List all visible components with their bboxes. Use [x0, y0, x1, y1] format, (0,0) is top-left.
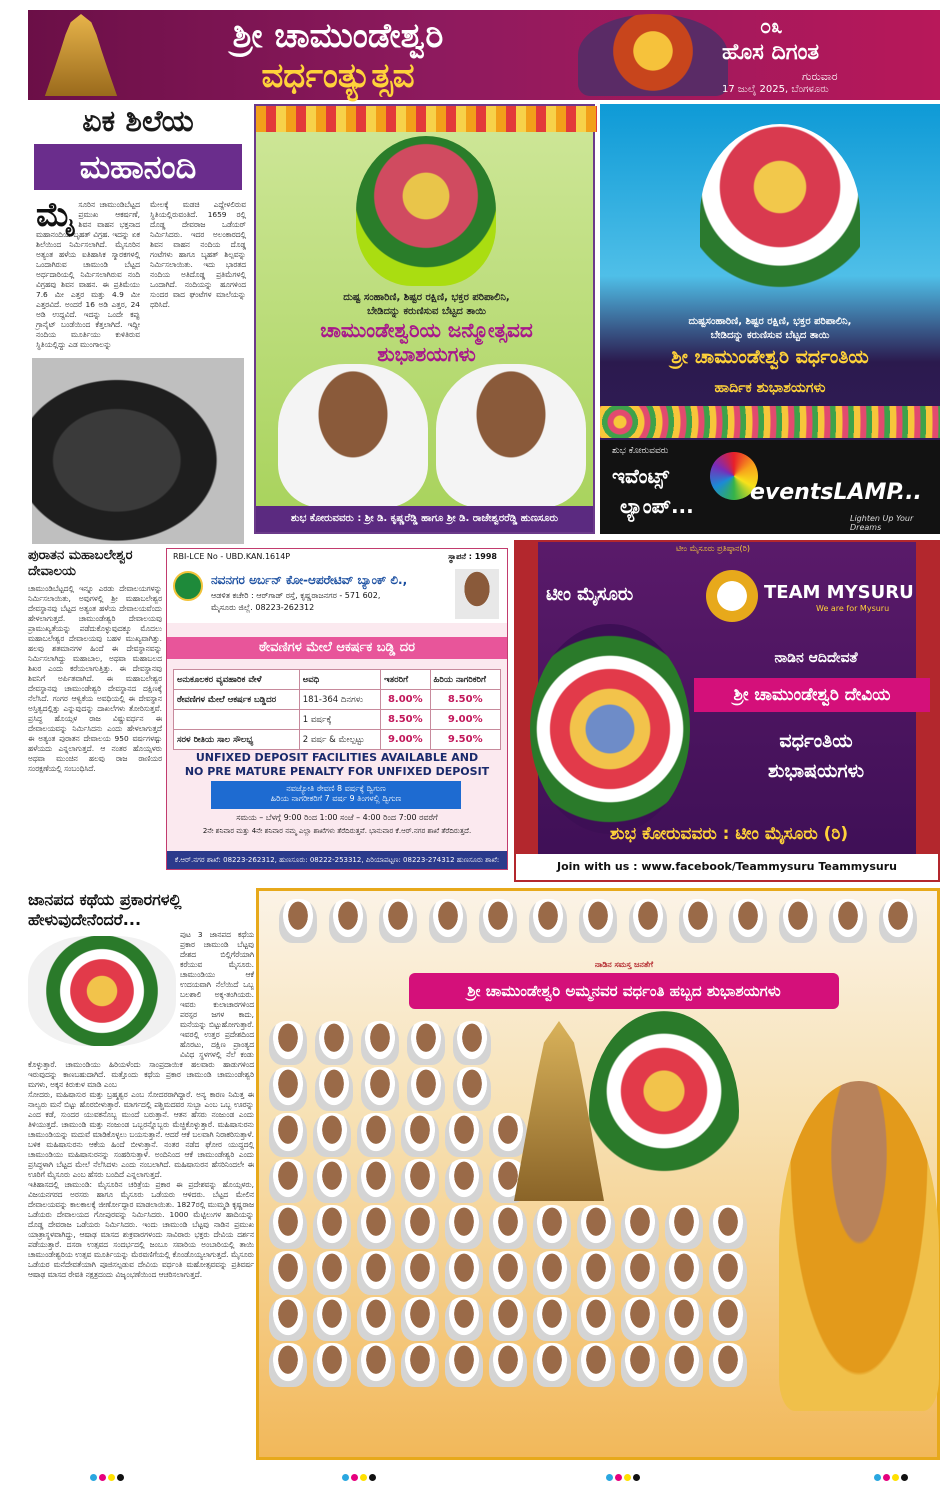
leader-photo [729, 899, 767, 943]
interest-rate-table [173, 669, 501, 750]
leader-photo [313, 1205, 351, 1249]
table-row [174, 730, 501, 750]
team-mysuru-ad [514, 540, 940, 882]
leader-photo [533, 1251, 571, 1295]
leader-photo [357, 1297, 395, 1341]
tm-line2: ಶ್ರೀ ಚಾಮುಂಡೇಶ್ವರಿ ದೇವಿಯ [694, 678, 930, 712]
leader-photo [665, 1251, 703, 1295]
table-cell: 9.00% [381, 730, 430, 750]
leader-photo [579, 899, 617, 943]
table-cell: 8.50% [381, 710, 430, 730]
unfixed-deposit-note-2: NO PRE MATURE PENALTY FOR UNFIXED DEPOSIT [184, 765, 490, 778]
table-header-row [174, 670, 501, 690]
leader-photo [445, 1251, 483, 1295]
article-body-3: ಇತಿಹಾಸದಲ್ಲಿ ಚಾಮುಂಡಿ: ಮೈಸೂರಿನ ಚರಿತ್ರೆಯ ಪ್ರಕಾರ ಈ ಪ್ರದೇಶವನ್ನು ಹೊಯ್ಸಳರು, ವಿಜಯನಗರದ ಅರಸರು ಹಾಗೂ ಮೈಸೂರು ಒಡೆಯರು ಆಳಿದರು. ಬೆಟ್ಟದ ಮೇಲಿನ ದೇವಾಲಯವನ್ನು ಕಾಲಕಾಲಕ್ಕೆ ಜೀರ್ಣೋದ್ಧಾರ ಮಾಡಲಾಯಿತು. 1827ರಲ್ಲಿ ಮುಮ್ಮಡಿ ಕೃಷ್ಣರಾಜ ಒಡೆಯರು ದೇವಾಲಯದ ಗೋಪುರವನ್ನು ನಿರ್ಮಿಸಿದರು. 1000 ಮೆಟ್ಟಿಲುಗಳ ಹಾದಿಯನ್ನು ದೊಡ್ಡ ದೇವರಾಜ ಒಡೆಯರು ನಿರ್ಮಿಸಿದರು. ಇಂದು ಚಾಮುಂಡಿ ಬೆಟ್ಟವು ನಾಡಿನ ಪ್ರಮುಖ ಯಾತ್ರಾಸ್ಥಳವಾಗಿದ್ದು, ಆಷಾಢ ಮಾಸದ ಶುಕ್ರವಾರಗಳಂದು ಸಾವಿರಾರು ಭಕ್ತರು ದೇವಿಯ ದರ್ಶನ ಪಡೆಯುತ್ತಾರೆ. ದಸರಾ ಉತ್ಸವದ ಸಂದರ್ಭದಲ್ಲಿ ಜಂಬೂ ಸವಾರಿಯ ಅಂಬಾರಿಯಲ್ಲಿ ತಾಯಿ ಚಾಮುಂಡೇಶ್ವರಿಯ ಉತ್ಸವ ಮೂರ್ತಿಯನ್ನು ಮೆರವಣಿಗೆಯಲ್ಲಿ ಕೊಂಡೊಯ್ಯಲಾಗುತ್ತದೆ. ಮೈಸೂರು ಒಡೆಯರ ಮನೆದೇವತೆಯಾಗಿ ಪೂಜಿಸಲ್ಪಡುವ ದೇವಿಯ ವರ್ಧಂತಿ ಮಹೋತ್ಸವವನ್ನು ಪ್ರತಿವರ್ಷ ಆಷಾಢ ಮಾಸದ ರೇವತಿ ನಕ್ಷತ್ರದಂದು ವಿಜೃಂಭಣೆಯಿಂದ ಆಚರಿಸಲಾಗುತ್ತದೆ. [28, 1180, 254, 1279]
chairman-photo [455, 569, 499, 619]
leader-photo [357, 1343, 395, 1387]
leader-photo [779, 899, 817, 943]
page-header [28, 10, 940, 100]
ad2-line3: ಶ್ರೀ ಚಾಮುಂಡೇಶ್ವರಿ ವರ್ಧಂತಿಯ [671, 346, 869, 368]
deity-image [356, 136, 496, 286]
table-cell [174, 710, 300, 730]
leader-photo [489, 1343, 527, 1387]
leader-photo [269, 1113, 307, 1157]
article-text-1: ಸೂರಿನ ಚಾಮುಂಡಿಬೆಟ್ಟದ ಪ್ರಮುಖ ಆಕರ್ಷಣೆ, ಶಿವನ ವಾಹನ ಭಕ್ತನಾದ ಮಹಾನಂದಿಯ ಬೃಹತ್ ವಿಗ್ರಹ. ಇದನ್ನು ಏಕ ಶಿಲೆಯಿಂದ ನಿರ್ಮಿಸಲಾಗಿದೆ. ಮೈಸೂರಿನ ಅತ್ಯಂತ ಹಳೆಯ ಐತಿಹಾಸಿಕ ಸ್ಮಾರಕಗಳಲ್ಲಿ ಒಂದಾಗಿರುವ ಚಾಮುಂಡಿ ಬೆಟ್ಟದ ಅರ್ಧದಾರಿಯಲ್ಲಿ ನಿರ್ಮಿಸಲಾಗಿರುವ ನಂದಿ ವಿಗ್ರಹವು ಶಿವನ ವಾಹನ. ಈ ಪ್ರತಿಮೆಯು 7.6 ಮೀ ಎತ್ತರ ಮತ್ತು 4.9 ಮೀ ಎತ್ತರವಿದೆ. ಅಂದರೆ 16 ಅಡಿ ಎತ್ತರ, 24 ಅಡಿ ಉದ್ದವಿದೆ. ಇದನ್ನು ಒಂದೇ ಕಪ್ಪು ಗ್ರಾನೈಟ್ ಬಂಡೆಯಿಂದ ಕೆತ್ತಲಾಗಿದೆ. ಇದ್ದೀ ನಂದಿಯ ಮೂರ್ತಿಯು ಕುಳಿತಿರುವ ಸ್ಥಿತಿಯಲ್ಲಿದ್ದು ಎಡ ಮುಂಗಾಲನ್ನು [36, 200, 140, 349]
bank-address-2: ಮೈಸೂರು ಜಿಲ್ಲೆ. 08223-262312 [211, 603, 315, 612]
deity-photo [28, 936, 176, 1046]
leader-photo [665, 1205, 703, 1249]
table-cell: 181-364 ದಿನಗಳು [299, 690, 380, 710]
article-body-2: ಸೋದರು, ಮಹಿಷಾಸುರ ಮತ್ತು ಬ್ರಹ್ಮಶ್ವರ ಎಂಬ ಸೋದರರಾಗಿದ್ದಾರೆ. ಅನ್ಯ ಕಾರಣ ನಿಮಿತ್ತ ಈ ನಾಲ್ವರು ಮನೆ ಬಿಟ್ಟು ಹೊರಬೀಳುತ್ತಾರೆ. ಮಾರ್ಗದಲ್ಲಿ ಪಶ್ಚಿಮದವರ ಸುಬ್ಬಾ ಎಂಬ ಒಬ್ಬ ಊರನ್ನು ಎಂದ ಕಡೆ, ಸುಂದರ ಯುವಕನೊಬ್ಬ ಮುಂದೆ ಬರುತ್ತಾನೆ. ಆತನ ಹೆಸರು ನಂಜುಂಡ ಎಂದು ತಿಳಿಯುತ್ತದೆ. ಚಾಮುಂಡಿ ಮತ್ತು ನಂಜುಂಡ ಒಬ್ಬರನ್ನೊಬ್ಬರು ಮೆಚ್ಚಿಕೊಳ್ಳುತ್ತಾರೆ. ಮಹಿಷಾಸುರನು ಚಾಮುಂಡಿಯನ್ನು ಮದುವೆ ಮಾಡಿಕೊಳ್ಳಲು ಬಯಸುತ್ತಾನೆ. ಆದರೆ ಆಕೆ ಬಲವಾಗಿ ನಿರಾಕರಿಸುತ್ತಾಳೆ. ಬಳಿಕ ಮಹಿಷಾಸುರನು ಆಕೆಯ ಹಿಂದೆ ಬೀಳುತ್ತಾನೆ. ನಂತರ ನಡೆದ ಘೋರ ಯುದ್ಧದಲ್ಲಿ ಚಾಮುಂಡಿಯು ಮಹಿಷಾಸುರನನ್ನು ಸಂಹರಿಸುತ್ತಾಳೆ. ಅಂದಿನಿಂದ ಆಕೆ ಚಾಮುಂಡೇಶ್ವರಿ ಎಂದು ಪ್ರಸಿದ್ಧಳಾಗಿ ಬೆಟ್ಟದ ಮೇಲೆ ನೆಲೆಸಿದಳು ಎಂದು ನಂಬಲಾಗಿದೆ. ಮಹಿಷಾಸುರನ ಹೆಸರಿನಿಂದಲೇ ಈ ಊರಿಗೆ ಮೈಸೂರು ಎಂಬ ಹೆಸರು ಬಂದಿದೆ ಎನ್ನಲಾಗುತ್ತದೆ. [28, 1090, 254, 1179]
issue-day: ಗುರುವಾರ [802, 70, 838, 83]
leader-photo [489, 1113, 527, 1157]
ad1-line3: ಚಾಮುಂಡೇಶ್ವರಿಯ ಜನ್ಮೋತ್ಸವದ [320, 318, 533, 342]
deity-image [530, 624, 690, 834]
leader-photo [879, 899, 917, 943]
registration-marks [342, 1466, 378, 1474]
leader-photo [269, 1021, 307, 1065]
leader-photo [279, 899, 317, 943]
leader-photo [445, 1113, 483, 1157]
table-header-cell: ಅವಧಿ [299, 670, 380, 690]
wisher-name-line2: ಲ್ಯಾಂಪ್... [620, 494, 694, 518]
leader-photo [533, 1343, 571, 1387]
leader-photo [329, 899, 367, 943]
article-body-1: ಪುಟ 3 ಜಾನಪದ ಕಥೆಯ ಪ್ರಕಾರ ಚಾಮುಂಡಿ ಬೆಟ್ಟವು ದೇಶದ ಬಿಲ್ಲಿಗೆರೆಯಾಗಿ ಕರೆಯುವ ಮೈಸೂರು. ಚಾಮುಂಡಿಯು ಆಕೆ ಉದಯವಾಗಿ ನೆಲೆಯಿದೆ ಒಬ್ಬ ಬಲಶಾಲಿ ಅಕ್ಕ-ತಂಗಿಯರು. ಇವರು ಕುಲಾಚಾರಗಳಿಂದ ಪರಸ್ಪರ ಜಗಳ ಕಾದು, ಮನೆಯನ್ನು ಬಿಟ್ಟುಹೋಗುತ್ತಾರೆ. ಇವರಲ್ಲಿ ಉತ್ತರ ಪ್ರದೇಶದಿಂದ ಹೊರಟು, ದಕ್ಷಿಣ ಪ್ರಾಂತ್ಯದ ವಿವಿಧ ಸ್ಥಳಗಳಲ್ಲಿ ನೆಲೆ ಕಂಡು ಕೊಳ್ಳುತ್ತಾರೆ. ಚಾಮುಂಡಿಯು ಹಿರಿಯಳೆಂದು ಸಾಂಪ್ರದಾಯಿಕ ಹಲವಾರು ಹಾಡುಗಳಿಂದ ಇರುವುದನ್ನು ಕಾಣಬಹುದಾಗಿದೆ. ಮತ್ತೊಂದು ಕಥೆಯ ಪ್ರಕಾರ ಚಾಮುಂಡಿ ಚಾಮುಂಡೇಶ್ವರಿ ಮಗಳು, ಅಕ್ಕನ ಕಿರುಕುಳ ಮಾಡಿ ಎಂಬ [28, 930, 254, 1089]
header-title-line1: ಶ್ರೀ ಚಾಮುಂಡೇಶ್ವರಿ [232, 16, 444, 56]
leader-photo [577, 1205, 615, 1249]
table-cell: 9.50% [430, 730, 501, 750]
leader-photo [401, 1159, 439, 1203]
ad2-sponsor-band [600, 440, 940, 534]
leader-photo [313, 1251, 351, 1295]
leader-photo [407, 1021, 445, 1065]
leader-photo [379, 899, 417, 943]
leader-photo [489, 1251, 527, 1295]
leader-photo [269, 1067, 307, 1111]
leader-photo [445, 1159, 483, 1203]
leader-photo [829, 899, 867, 943]
leader-photo [445, 1297, 483, 1341]
person-photo [436, 364, 586, 508]
brand-tagline: Lighten Up Your Dreams [850, 514, 914, 532]
team-mysuru-brand: TEAM MYSURU [764, 582, 914, 603]
ad1-line2: ಬೇಡಿದನ್ನು ಕರುಣಿಸುವ ಬೆಟ್ಟದ ತಾಯಿ [367, 306, 486, 317]
table-cell: ಠೇವಣಿಗಳ ಮೇಲೆ ಆಕರ್ಷಕ ಬಡ್ಡಿದರ [174, 690, 300, 710]
article-title: ಜಾನಪದ ಕಥೆಯ ಪ್ರಕಾರಗಳಲ್ಲಿ ಹೇಳುವುದೇನೆಂದರೆ... [28, 890, 182, 929]
leader-photo [401, 1251, 439, 1295]
leader-photo [357, 1205, 395, 1249]
table-header-cell: ಹಿರಿಯ ನಾಗರಿಕರಿಗೆ [430, 670, 501, 690]
newspaper-logo: ಹೊಸ ದಿಗಂತ [722, 40, 820, 65]
navajyothi-line2: ಹಿರಿಯ ನಾಗರೀಕರಿಗೆ 7 ವರ್ಷ 9 ತಿಂಗಳಲ್ಲಿ ದ್ವಿಗುಣ [270, 794, 402, 803]
leader-photo [361, 1021, 399, 1065]
leader-photo [665, 1343, 703, 1387]
registration-marks [874, 1466, 910, 1474]
leader-photo [709, 1205, 747, 1249]
article-mahanandi [28, 104, 248, 544]
leader-photo [479, 899, 517, 943]
greeting-ad-eventslamp [600, 104, 940, 534]
leader-photo [621, 1251, 659, 1295]
leader-photo [453, 1021, 491, 1065]
ad2-line1: ದುಷ್ಟಸಂಹಾರಿಣಿ, ಶಿಷ್ಟರ ರಕ್ಷಿಣಿ, ಭಕ್ತರ ಪರಿಪಾಲಿನಿ, [688, 316, 852, 327]
leader-photo [313, 1159, 351, 1203]
team-mysuru-logo-icon [706, 570, 758, 622]
drop-cap: ಮೈ [36, 195, 76, 235]
issue-date: 17 ಜುಲೈ 2025, ಬೆಂಗಳೂರು [722, 84, 829, 95]
leader-photo [313, 1113, 351, 1157]
leader-photo [489, 1297, 527, 1341]
ad1-line4: ಶುಭಾಶಯಗಳು [377, 342, 476, 366]
article-body: ಚಾಮುಂಡಿಬೆಟ್ಟದಲ್ಲಿ ಇನ್ನೂ ಎರಡು ದೇವಾಲಯಗಳನ್ನು ನಿರ್ಮಿಸಲಾಯಿತು, ಅವುಗಳಲ್ಲಿ ಶ್ರೀ ಮಹಾಬಲೇಶ್ವರ ದೇವಸ್ಥಾನವು ಬೆಟ್ಟದ ಅತ್ಯಂತ ಹಳೆಯ ದೇವಾಲಯವೆಂದು ಹೇಳಲಾಗುತ್ತದೆ. ಚಾಮುಂಡೇಶ್ವರಿ ದೇವಾಲಯವು ಪ್ರಾಮುಖ್ಯತೆಯನ್ನು ಪಡೆದುಕೊಳ್ಳುವುದಕ್ಕೂ ಮೊದಲು ಮಹಾಬಲೇಶ್ವರ ದೇವಾಲಯವು ಬಹಳ ಮುಖ್ಯವಾಗಿತ್ತು. ಹಲವು ಶತಮಾನಗಳ ಹಿಂದೆ ಈ ದೇವಸ್ಥಾನವನ್ನು ನಿರ್ಮಿಸಲಾಗಿದ್ದು ಮಹಾಬಾಲ, ಅಥವಾ ಮಹಾಬಲದ ಶಿಖರ ಎಂದು ಕರೆಯಲಾಗುತ್ತಿತ್ತು. ಈ ದೇವಸ್ಥಾನವು ಶಿವನಿಗೆ ಅರ್ಪಿತವಾಗಿದೆ. ಈ ಮಹಾಬಲೇಶ್ವರ ದೇವಸ್ಥಾನವು ಚಾಮುಂಡೇಶ್ವರಿ ದೇವಸ್ಥಾನದ ದಕ್ಷಿಣಕ್ಕೆ ನೆಲೆಸಿದೆ. ಗಂಗರ ಆಳ್ವಿಕೆಯ ಅವಧಿಯಲ್ಲಿ ಈ ದೇವಸ್ಥಾನ ಅಸ್ತಿತ್ವದಲ್ಲಿತ್ತು ಎನ್ನುವುದನ್ನು ದಾಖಲೆಗಳು ತೋರಿಸುತ್ತವೆ. ಪ್ರಸಿದ್ಧ ಹೊಯ್ಸಳ ರಾಜ ವಿಷ್ಣುವರ್ಧನ ಈ ದೇವಾಲಯವನ್ನು ನಿರ್ಮಿಸಿದನು ಎಂದು ಹೇಳಲಾಗುತ್ತದೆ ಈ ಅತ್ಯಂತ ಪುರಾತನ ದೇವಾಲಯ 950 ವರ್ಷಗಳಷ್ಟು ಹಳೆಯದು ಎನ್ನಲಾಗುತ್ತದೆ. ಆ ನಂತರ ಹೊಯ್ಸಳರು ಅಥವಾ ಮುಂಚಿನ ಹಲವು ರಾಜ ರಾಣಿಯರ ಸಂರಕ್ಷಣೆಯಲ್ಲಿ ಸಂಬಂಧಿಸಿದೆ. [28, 584, 162, 773]
leader-photo [529, 899, 567, 943]
leader-photo [621, 1343, 659, 1387]
bank-logo-icon [173, 571, 203, 601]
masthead [722, 14, 932, 96]
registration-marks [606, 1466, 642, 1474]
bank-note: 2ನೇ ಶನಿವಾರ ಮತ್ತು 4ನೇ ಶನಿವಾರ ನಮ್ಮ ಎಲ್ಲಾ ಶಾಖೆಗಳು ತೆರೆದಿರುತ್ತವೆ. ಭಾನುವಾರ ಕೆ.ಆರ್.ನಗರ ಶಾಖೆ ತೆರೆದಿರುತ್ತದೆ. [202, 827, 472, 835]
article-title: ಪುರಾತನ ಮಹಾಬಲೇಶ್ವರ ದೇವಾಲಯ [28, 548, 133, 579]
greeting-subline: ನಾಡಿನ ಸಮಸ್ತ ಜನತೆಗೆ [594, 960, 654, 969]
rbi-licence: RBI-LCE No - UBD.KAN.1614P [173, 552, 291, 561]
bank-timings: ಸಮಯ – ಬೆಳಗ್ಗೆ 9:00 ರಿಂದ 1:00 ಸಂಜೆ – 4:00 ರಿಂದ 7:00 ರವರೆಗೆ [236, 813, 438, 822]
leader-photo [445, 1205, 483, 1249]
leader-photo [269, 1159, 307, 1203]
greeting-text: ಶ್ರೀ ಚಾಮುಂಡೇಶ್ವರಿ ಅಮ್ಮನವರ ವರ್ಧಂತಿ ಹಬ್ಬದ ಶುಭಾಶಯಗಳು [467, 982, 781, 1000]
article-mahabaleshwara [28, 548, 162, 884]
leader-photo [429, 899, 467, 943]
deity-image [700, 124, 860, 304]
tm-line1: ನಾಡಿನ ಆದಿದೇವತೆ [774, 650, 858, 666]
table-cell: ಸರಳ ರೀತಿಯ ಸಾಲ ಸೌಲಭ್ಯ [174, 730, 300, 750]
table-row [174, 690, 501, 710]
wisher-name-line1: ಇವೆಂಟ್ಸ್ [612, 464, 669, 488]
person-photo [278, 364, 428, 508]
bank-contacts: ಕೆ.ಆರ್.ನಗರ ಶಾಖೆ: 08223-262312, ಹುಣಸೂರು: 08222-253312, ಪಿರಿಯಾಪಟ್ಟಣ: 08223-274312 ಹುಣಸೂರು ಶಾಖೆ: 0821-244312 [167, 851, 507, 869]
unfixed-deposit-note: UNFIXED DEPOSIT FACILITIES AVAILABLE AND [195, 751, 479, 764]
deity-image [589, 1011, 739, 1211]
bank-ad [166, 548, 508, 882]
wisher-label: ಶುಭ ಕೋರುವವರು [612, 446, 669, 456]
bank-address: ಆಡಳಿತ ಕಚೇರಿ : ಆರ್‌ಗಾಡ್ ರಸ್ತೆ, ಕೃಷ್ಣರಾಜನಗರ - 571 602, [211, 591, 381, 600]
leader-photo [269, 1343, 307, 1387]
leader-photo [621, 1205, 659, 1249]
leader-photo [315, 1067, 353, 1111]
table-cell: 2 ವರ್ಷ & ಮೇಲ್ಪಟ್ಟು [299, 730, 380, 750]
leader-photo [269, 1205, 307, 1249]
leader-photo [709, 1297, 747, 1341]
leader-photo [665, 1297, 703, 1341]
interest-banner: ಠೇವಣಿಗಳ ಮೇಲೆ ಆಕರ್ಷಕ ಬಡ್ಡಿ ದರ [167, 637, 507, 659]
greeting-ad-reddy [254, 104, 595, 534]
goddess-image [578, 14, 728, 96]
table-cell: 8.00% [381, 690, 430, 710]
events-lamp-brand: eventsLAMP... [750, 480, 922, 505]
bank-name: ನವನಗರ ಅರ್ಬನ್ ಕೋ-ಆಪರೇಟಿವ್ ಬ್ಯಾಂಕ್ ಲಿ., [211, 573, 408, 587]
temple-gopura-image [38, 14, 124, 96]
leader-photo [361, 1067, 399, 1111]
leader-photo [269, 1251, 307, 1295]
ad1-footer: ಶುಭ ಕೋರುವವರು : ಶ್ರೀ ಡಿ. ಕೃಷ್ಣರೆಡ್ಡಿ ಹಾಗೂ ಶ್ರೀ ಡಿ. ರಾಜೇಶ್ವರರೆಡ್ಡಿ ಹುಣಸೂರು [256, 506, 593, 532]
table-row [174, 710, 501, 730]
team-mysuru-slogan: We are for Mysuru [816, 604, 890, 613]
article-title-line1: ಏಕ ಶಿಲೆಯ [82, 104, 194, 139]
tm-line4: ಶುಭಾಷಯಗಳು [767, 760, 865, 782]
table-cell: 1 ವರ್ಷಕ್ಕೆ [299, 710, 380, 730]
article-column-2: ಮೇಲಕ್ಕೆ ಮಡಚಿ ಎದ್ದೇಳಲಿರುವ ಸ್ಥಿತಿಯಲ್ಲಿರುವಂತಿದೆ. 1659 ರಲ್ಲಿ ದೊಡ್ಡ ದೇವರಾಜ ಒಡೆಯರ್ ನಿರ್ಮಿಸಿದರು. ಇದರ ಅಲಂಕಾರದಲ್ಲಿ ಶಿವನ ವಾಹನ ನಂದಿಯ ದೊಡ್ಡ ಗಂಟೆಗಳು ಹಾಗೂ ಬೃಹತ್ ಶಿಲ್ಪವನ್ನು ನಿರ್ಮಿಸಲಾಯಿತು. ಇದು ಭಾರತದ ನಂದಿಯ ಅತಿದೊಡ್ಡ ಪ್ರತಿಮೆಗಳಲ್ಲಿ ಒಂದಾಗಿದೆ. ನಂದಿಯನ್ನು ಹೂಗಳಿಂದ ಸುಂದರ ವಾದ ಘಂಟೆಗಳ ಮಾಲೆಯನ್ನು ಧರಿಸಿದೆ. [150, 200, 246, 309]
nandi-statue-photo [32, 358, 244, 544]
flower-border [600, 406, 940, 438]
leader-photo [679, 899, 717, 943]
leader-photo [489, 1205, 527, 1249]
leader-photo [313, 1297, 351, 1341]
leader-photo [313, 1343, 351, 1387]
leader-photo [357, 1113, 395, 1157]
article-column-1 [36, 195, 140, 350]
navajyothi-line1: ನವಜ್ಯೋತಿ ಠೇವಣಿ 8 ವರ್ಷಕ್ಕೆ ದ್ವಿಗುಣ [286, 784, 386, 793]
leader-photo [401, 1343, 439, 1387]
leader-photo [629, 899, 667, 943]
header-title-line2: ವರ್ಧಂತ್ಯುತ್ಸವ [261, 56, 415, 96]
team-name-kannada: ಟೀಂ ಮೈಸೂರು [546, 584, 634, 605]
leader-photo [533, 1205, 571, 1249]
presented-by: ಟೀಂ ಮೈಸೂರು ಪ್ರತಿಷ್ಠಾನ(ರಿ) [676, 544, 750, 553]
article-title-line2: ಮಹಾನಂದಿ [34, 144, 242, 190]
article-folk-tales [28, 890, 254, 1460]
leader-photo [401, 1205, 439, 1249]
table-cell: 8.50% [430, 690, 501, 710]
table-header-cell: ಅನುಕೂಲಕರ ವ್ಯವಹಾರಿಕ ವೇಳೆ [174, 670, 300, 690]
leader-photo [709, 1343, 747, 1387]
leader-photo [407, 1067, 445, 1111]
leader-photo [709, 1251, 747, 1295]
greeting-banner [409, 960, 839, 1009]
leader-photo [357, 1159, 395, 1203]
established-year: ಸ್ಥಾಪನೆ : 1998 [448, 552, 497, 561]
main-person-photo [779, 1081, 939, 1411]
flower-garland [256, 106, 597, 132]
tm-wishers: ಶುಭ ಕೋರುವವರು : ಟೀಂ ಮೈಸೂರು (ರಿ) [609, 824, 849, 844]
leader-photo [401, 1297, 439, 1341]
leader-photo [401, 1113, 439, 1157]
leader-photo [269, 1297, 307, 1341]
leader-photo [315, 1021, 353, 1065]
leader-photo [577, 1297, 615, 1341]
table-header-cell: ಇತರರಿಗೆ [381, 670, 430, 690]
bank-header [167, 549, 507, 623]
ad2-line2: ಬೇಡಿದನ್ನು ಕರುಣಿಸುವ ಬೆಟ್ಟದ ತಾಯಿ [710, 330, 830, 341]
leader-photo [445, 1343, 483, 1387]
navajyothi-box [211, 781, 461, 809]
ad2-line4: ಹಾರ್ದಿಕ ಶುಭಾಶಯಗಳು [714, 380, 826, 396]
leaders-greeting-ad [256, 888, 940, 1460]
leader-photo [357, 1251, 395, 1295]
ad1-line1: ದುಷ್ಟ ಸಂಹಾರಿಣಿ, ಶಿಷ್ಟರ ರಕ್ಷಿಣಿ, ಭಕ್ತರ ಪರಿಪಾಲಿನಿ, [343, 292, 510, 303]
page-number: ೦೩ [760, 14, 783, 38]
leader-photo [621, 1297, 659, 1341]
leader-photo [533, 1297, 571, 1341]
table-cell: 9.00% [430, 710, 501, 730]
leader-photo [577, 1251, 615, 1295]
registration-marks [90, 1466, 126, 1474]
tm-line3: ವರ್ಧಂತಿಯ [779, 730, 853, 752]
leader-photo [453, 1067, 491, 1111]
leader-photo [577, 1343, 615, 1387]
tm-social-links: Join with us : www.facebook/Teammysuru Teammysuru [516, 854, 938, 880]
